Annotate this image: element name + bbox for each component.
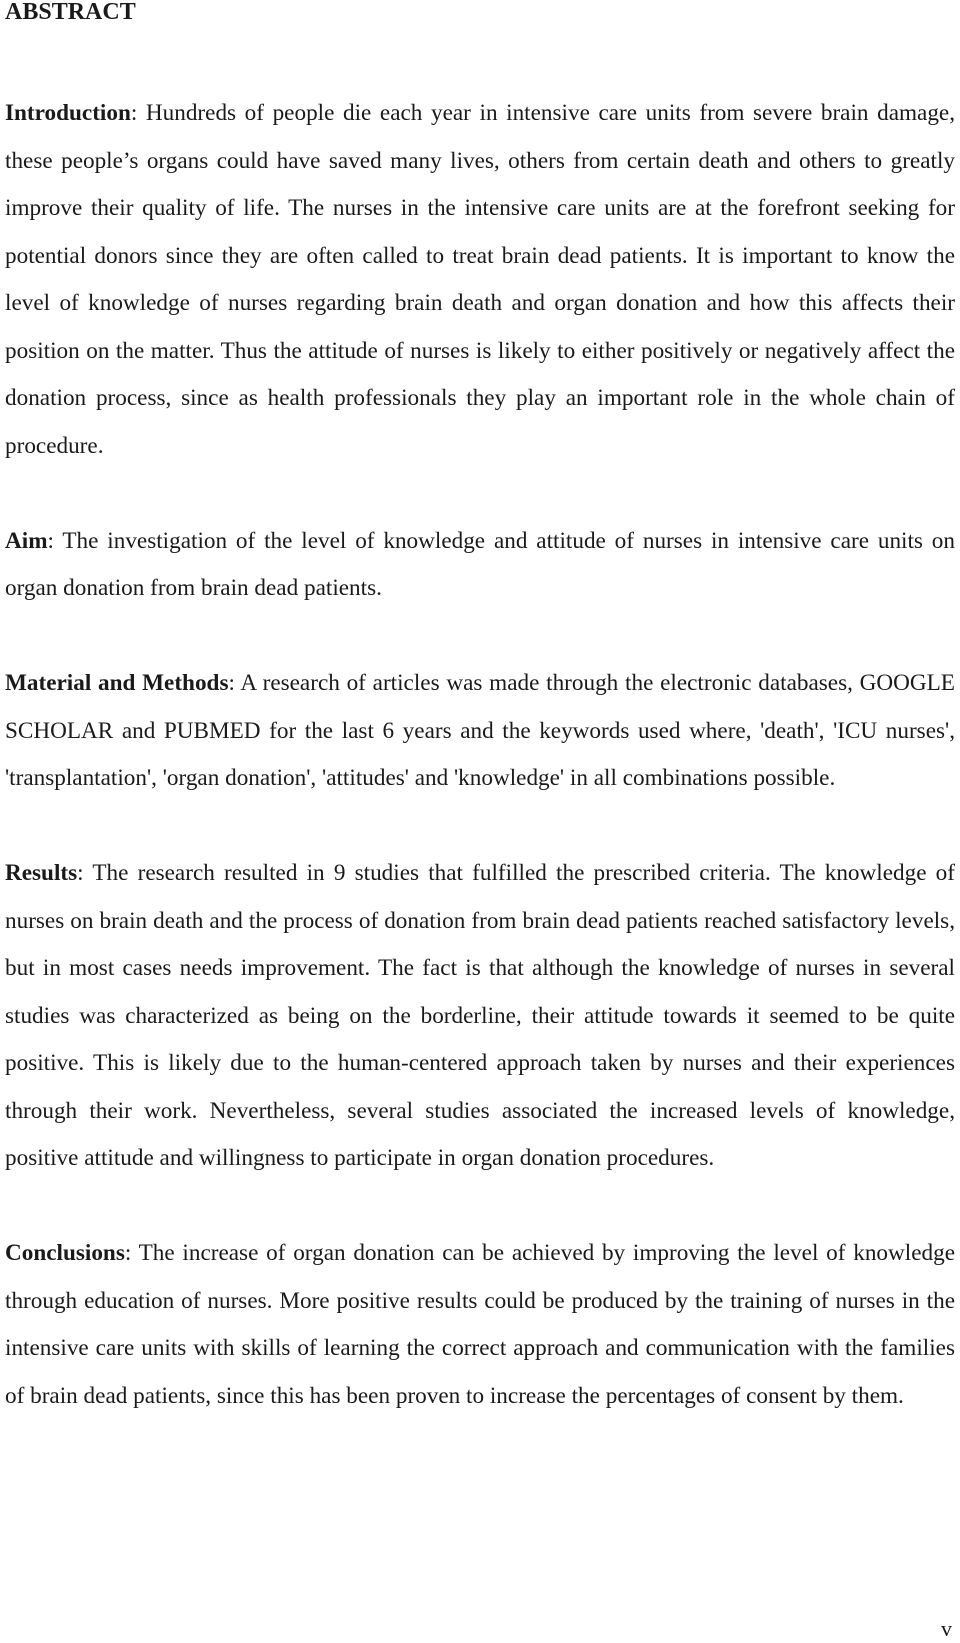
methods-text: : A research of articles was made through the electronic databases, GOOGLE SCHOLAR and PUBMED for the last 6 years and the keywords used where, 'death', 'ICU nurses', 'transplantation', 'organ donation', 'attitudes' and 'knowledge' in all combinations possible. (5, 670, 955, 791)
introduction-paragraph (5, 90, 955, 470)
methods-paragraph (5, 660, 955, 803)
conclusions-label: Conclusions (5, 1240, 125, 1266)
aim-text: : The investigation of the level of knowledge and attitude of nurses in intensive care units on organ donation from brain dead patients. (5, 527, 955, 601)
aim-label: Aim (5, 527, 48, 554)
document-page (5, 0, 955, 1420)
methods-label: Material and Methods (5, 670, 229, 696)
page-number: v (941, 1616, 952, 1641)
conclusions-text: : The increase of organ donation can be achieved by improving the level of knowledge through education of nurses. More positive results could be produced by the training of nurses in the intensive care units with skills of learning the correct approach and communication with the families of brain dead patients, since this has been proven to increase the percentages of consent by them. (5, 1240, 955, 1409)
conclusions-paragraph (5, 1230, 955, 1420)
abstract-heading: ABSTRACT (5, 0, 136, 25)
introduction-label: Introduction (5, 100, 131, 126)
results-text: : The research resulted in 9 studies that fulfilled the prescribed criteria. The knowledge of nurses on brain death and the process of donation from brain dead patients reached satisfactory levels, but in most cases needs improvement. The fact is that although the knowledge of nurses in several studies was characterized as being on the borderline, their attitude towards it seemed to be quite positive. This is likely due to the human-centered approach taken by nurses and their experiences through their work. Nevertheless, several studies associated the increased levels of knowledge, positive attitude and willingness to participate in organ donation procedures. (5, 860, 955, 1171)
introduction-text: : Hundreds of people die each year in intensive care units from severe brain damage, these people’s organs could have saved many lives, others from certain death and others to greatly improve their quality of life. The nurses in the intensive care units are at the forefront seeking for potential donors since they are often called to treat brain dead patients. It is important to know the level of knowledge of nurses regarding brain death and organ donation and how this affects their position on the matter. Thus the attitude of nurses is likely to either positively or negatively affect the donation process, since as health professionals they play an important role in the whole chain of procedure. (5, 100, 955, 459)
results-label: Results (5, 860, 78, 886)
aim-paragraph (5, 518, 955, 613)
results-paragraph (5, 850, 955, 1183)
